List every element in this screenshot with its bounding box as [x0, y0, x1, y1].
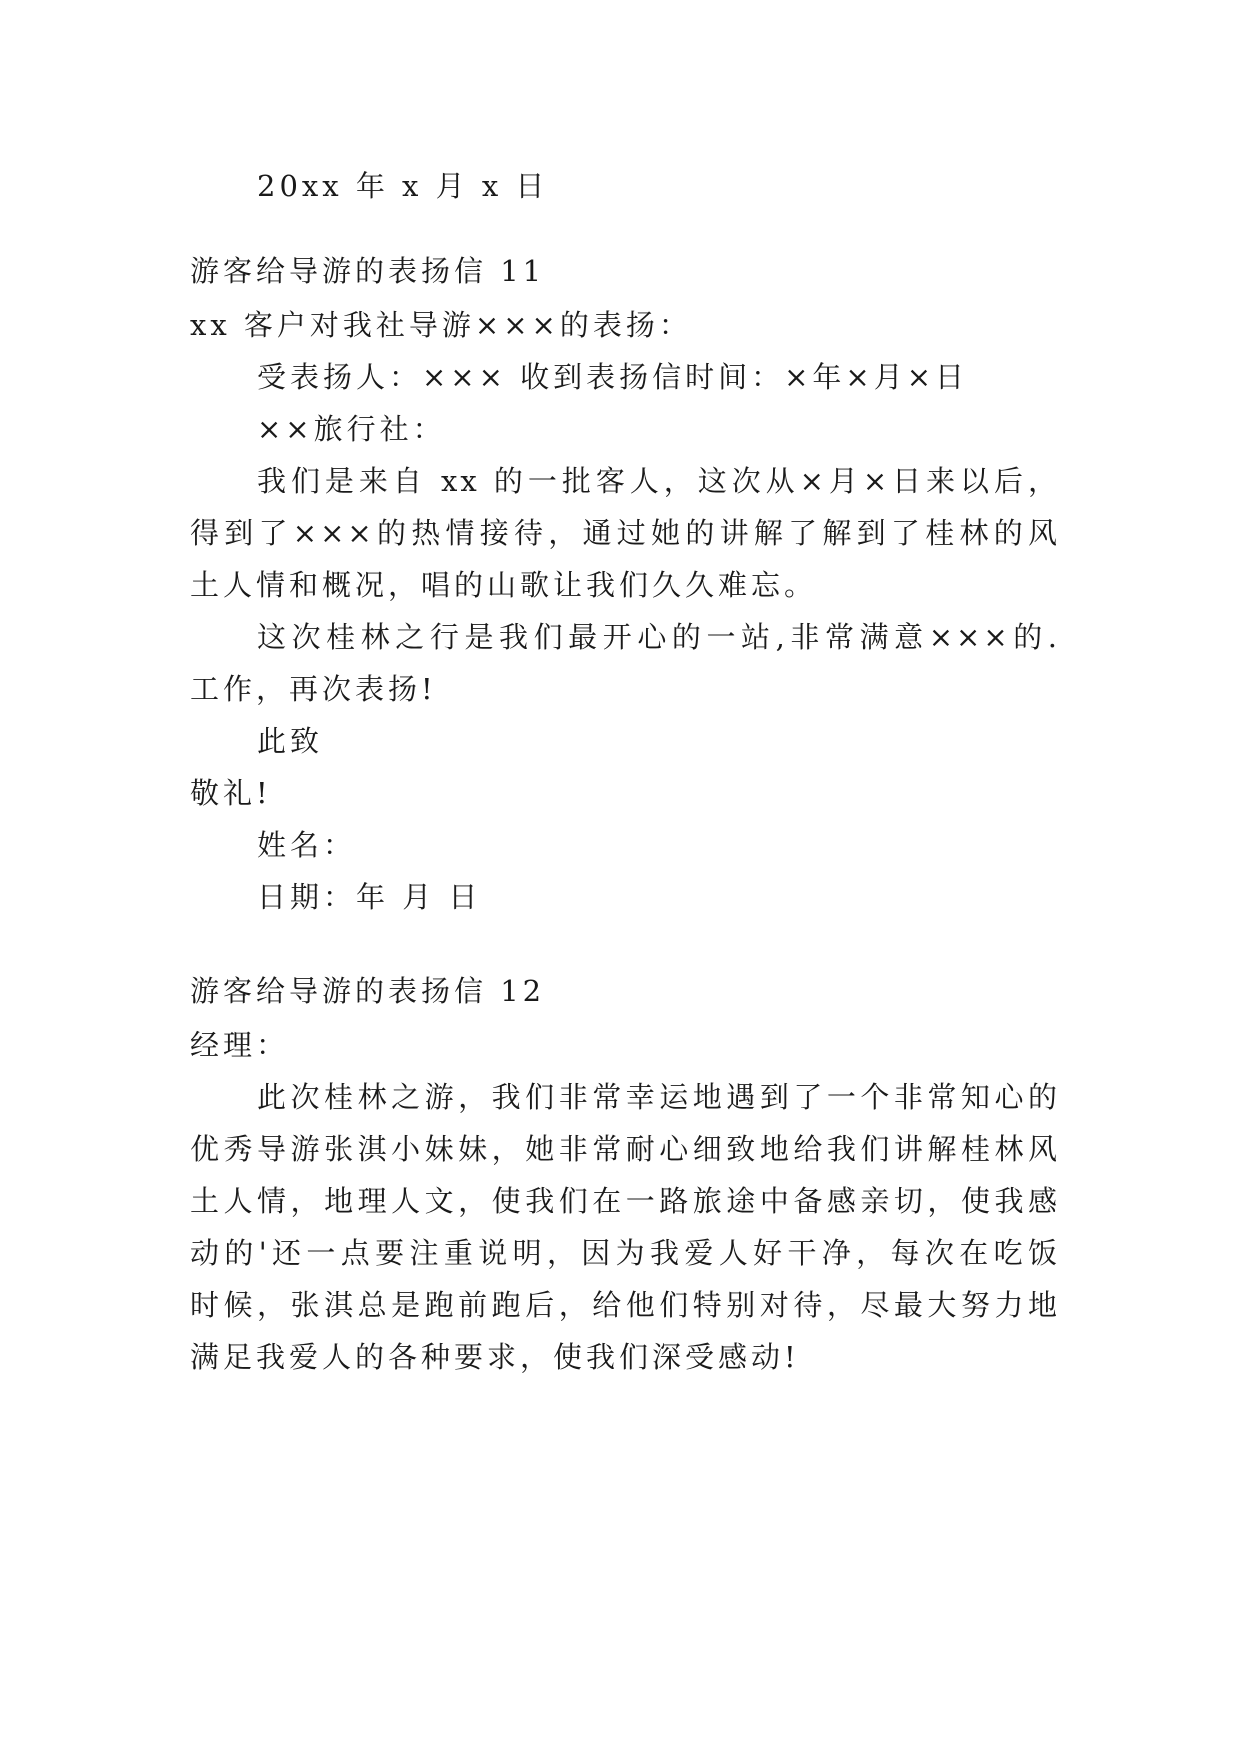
letter11-closing1: 此致: [257, 724, 324, 758]
letter11-meta: 受表扬人：××× 收到表扬信时间：×年×月×日: [257, 360, 969, 394]
date-line: 20xx 年 x 月 x 日: [257, 169, 549, 203]
letter12-para1-line5: 时候，张淇总是跑前跑后，给他们特别对待，尽最大努力地: [190, 1288, 1060, 1322]
letter12-addressee: 经理：: [190, 1028, 290, 1062]
letter12-para1-line1: 此次桂林之游，我们非常幸运地遇到了一个非常知心的: [257, 1080, 1060, 1114]
letter11-para1-line3: 土人情和概况，唱的山歌让我们久久难忘。: [190, 568, 818, 602]
letter11-date-label: 日期：年 月 日: [257, 880, 482, 914]
letter12-para1-line2: 优秀导游张淇小妹妹，她非常耐心细致地给我们讲解桂林风: [190, 1132, 1060, 1166]
letter11-para1-line1: 我们是来自 xx 的一批客人，这次从×月×日来以后，: [257, 464, 1060, 498]
letter11-name-label: 姓名：: [257, 828, 357, 862]
letter11-addressee: ××旅行社：: [257, 412, 446, 446]
letter12-heading: 游客给导游的表扬信 12: [190, 974, 546, 1008]
letter12-para1-line3: 土人情，地理人文，使我们在一路旅途中备感亲切，使我感: [190, 1184, 1060, 1218]
letter11-subject: xx 客户对我社导游×××的表扬：: [190, 308, 692, 342]
letter11-para1-line2: 得到了×××的热情接待，通过她的讲解了解到了桂林的风: [190, 516, 1060, 550]
letter11-heading: 游客给导游的表扬信 11: [190, 254, 546, 288]
letter11-closing2: 敬礼!: [190, 776, 272, 810]
letter12-para1-line4: 动的'还一点要注重说明，因为我爱人好干净，每次在吃饭: [190, 1236, 1060, 1270]
letter12-para1-line6: 满足我爱人的各种要求，使我们深受感动!: [190, 1340, 800, 1374]
letter11-para2-line1: 这次桂林之行是我们最开心的一站,非常满意×××的.: [257, 620, 1060, 654]
letter11-para2-line2: 工作，再次表扬!: [190, 672, 437, 706]
